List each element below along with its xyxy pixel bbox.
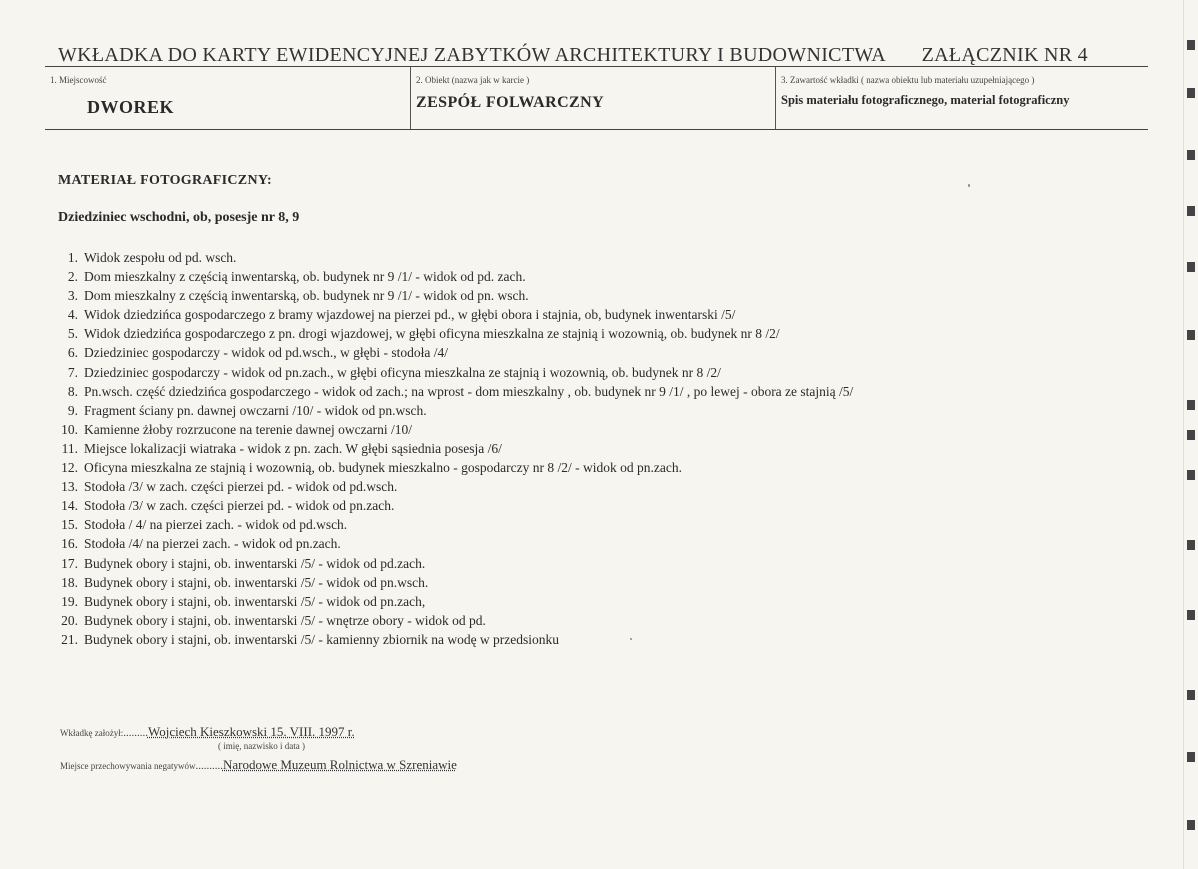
item-text: Kamienne żłoby rozrzucone na terenie dawnej owczarni /10/	[84, 421, 412, 437]
item-number: 3.	[67, 288, 78, 304]
item-text: Stodoła /4/ na pierzei zach. - widok od pn.zach.	[84, 536, 341, 552]
list-item	[48, 382, 853, 401]
list-item	[48, 630, 853, 649]
contents-cell	[775, 67, 1148, 129]
list-item	[48, 534, 853, 553]
list-item	[48, 343, 853, 362]
author-label: Wkładkę założył:	[60, 728, 124, 738]
item-number: 16.	[61, 536, 78, 552]
item-text: Stodoła / 4/ na pierzei zach. - widok od pd.wsch.	[84, 517, 348, 533]
list-item	[48, 420, 853, 439]
list-item	[48, 573, 853, 592]
section-subtitle: Dziedziniec wschodni, ob, posesje nr 8, 9	[58, 210, 300, 225]
item-text: Widok dziedzińca gospodarczego z bramy wjazdowej na pierzei pd., w głębi obora i stajnia, ob, budynek inwentarski /5/	[84, 307, 736, 323]
locality-label: 1. Miejscowość	[50, 75, 107, 85]
item-text: Budynek obory i stajni, ob. inwentarski /5/ - kamienny zbiornik na wodę w przedsionku	[84, 631, 560, 647]
item-text: Stodoła /3/ w zach. części pierzei pd. - widok od pn.zach.	[84, 498, 395, 514]
item-number: 4.	[67, 307, 78, 323]
item-number: 7.	[67, 364, 78, 380]
item-number: 17.	[61, 555, 78, 571]
item-number: 13.	[61, 479, 78, 495]
item-number: 5.	[67, 326, 78, 342]
photo-list	[48, 248, 853, 649]
storage-line	[60, 757, 457, 773]
item-number: 20.	[61, 612, 78, 628]
item-text: Budynek obory i stajni, ob. inwentarski /5/ - wnętrze obory - widok od pd.	[84, 612, 486, 628]
list-item	[48, 439, 853, 458]
scan-speck	[630, 638, 632, 640]
item-text: Miejsce lokalizacji wiatraka - widok z pn. zach. W głębi sąsiednia posesja /6/	[84, 440, 502, 456]
list-item	[48, 401, 853, 420]
item-number: 21.	[61, 631, 78, 647]
item-text: Stodoła /3/ w zach. części pierzei pd. - widok od pd.wsch.	[84, 479, 398, 495]
item-number: 1.	[67, 250, 78, 265]
list-item	[48, 324, 853, 343]
list-item	[48, 592, 853, 611]
contents-label: 3. Zawartość wkładki ( nazwa obiektu lub materiału uzupełniającego )	[781, 75, 1035, 85]
scan-edge-marks	[1184, 0, 1198, 869]
object-value: ZESPÓŁ FOLWARCZNY	[416, 94, 605, 111]
object-label: 2. Obiekt (nazwa jak w karcie )	[416, 75, 530, 85]
storage-label: Miejsce przechowywania negatywów	[60, 761, 196, 771]
list-item	[48, 363, 853, 382]
item-number: 11.	[61, 440, 78, 456]
list-item	[48, 554, 853, 573]
item-text: Dom mieszkalny z częścią inwentarską, ob. budynek nr 9 /1/ - widok od pn. wsch.	[84, 288, 529, 304]
list-item	[48, 496, 853, 515]
scan-speck	[968, 184, 970, 187]
author-hint: ( imię, nazwisko i data )	[218, 741, 305, 751]
item-number: 10.	[61, 421, 78, 437]
item-number: 19.	[61, 593, 78, 609]
author-value: Wojciech Kieszkowski 15. VIII. 1997 r.	[147, 724, 355, 739]
item-text: Dom mieszkalny z częścią inwentarską, ob. budynek nr 9 /1/ - widok od pd. zach.	[84, 269, 526, 285]
item-text: Dziedziniec gospodarczy - widok od pn.zach., w głębi oficyna mieszkalna ze stajnią i wozownią, ob. budynek nr 8 /2/	[84, 364, 721, 380]
item-text: Oficyna mieszkalna ze stajnią i wozownią, ob. budynek mieszkalno - gospodarczy nr 8 /2/ - widok od pn.zach.	[84, 460, 682, 476]
item-number: 18.	[61, 574, 78, 590]
item-text: Dziedziniec gospodarczy - widok od pd.wsch., w głębi - stodoła /4/	[84, 345, 449, 361]
section-title: MATERIAŁ FOTOGRAFICZNY:	[58, 173, 272, 188]
item-text: Widok dziedzińca gospodarczego z pn. drogi wjazdowej, w głębi oficyna mieszkalna ze stajnią i wozownią, ob. budynek nr 8 /2/	[84, 326, 780, 342]
list-item	[48, 267, 853, 286]
list-item	[48, 611, 853, 630]
dotted-leader: .........	[123, 727, 148, 739]
dotted-leader: ..........	[195, 760, 223, 772]
list-item	[48, 458, 853, 477]
item-text: Budynek obory i stajni, ob. inwentarski /5/ - widok od pn.zach,	[84, 593, 426, 609]
document-title: WKŁADKA DO KARTY EWIDENCYJNEJ ZABYTKÓW ARCHITEKTURY I BUDOWNICTWA	[58, 44, 887, 66]
document-title-row	[58, 44, 1148, 67]
item-text: Widok zespołu od pd. wsch.	[84, 250, 237, 265]
header-table	[45, 66, 1148, 130]
item-number: 15.	[61, 517, 78, 533]
contents-value: Spis materiału fotograficznego, material fotograficzny	[781, 93, 1070, 107]
annex-number: ZAŁĄCZNIK NR 4	[921, 44, 1088, 66]
item-number: 12.	[61, 460, 78, 476]
author-line	[60, 724, 355, 740]
list-item	[48, 305, 853, 324]
item-number: 14.	[61, 498, 78, 514]
item-number: 9.	[67, 402, 78, 418]
item-number: 6.	[67, 345, 78, 361]
storage-value: Narodowe Muzeum Rolnictwa w Szreniawie	[222, 757, 457, 772]
list-item	[48, 477, 853, 496]
item-number: 8.	[67, 383, 78, 399]
item-text: Fragment ściany pn. dawnej owczarni /10/ - widok od pn.wsch.	[84, 402, 427, 418]
item-text: Pn.wsch. część dziedzińca gospodarczego - widok od zach.; na wprost - dom mieszkalny , ob. budynek nr 9 /1/ , po lewej - obora ze stajnią /5/	[84, 383, 854, 399]
locality-cell	[45, 67, 410, 129]
locality-value: DWOREK	[87, 97, 175, 117]
list-item	[48, 248, 853, 267]
list-item	[48, 286, 853, 305]
object-cell	[410, 67, 775, 129]
item-text: Budynek obory i stajni, ob. inwentarski /5/ - widok od pd.zach.	[84, 555, 426, 571]
item-text: Budynek obory i stajni, ob. inwentarski /5/ - widok od pn.wsch.	[84, 574, 429, 590]
item-number: 2.	[67, 269, 78, 285]
list-item	[48, 515, 853, 534]
